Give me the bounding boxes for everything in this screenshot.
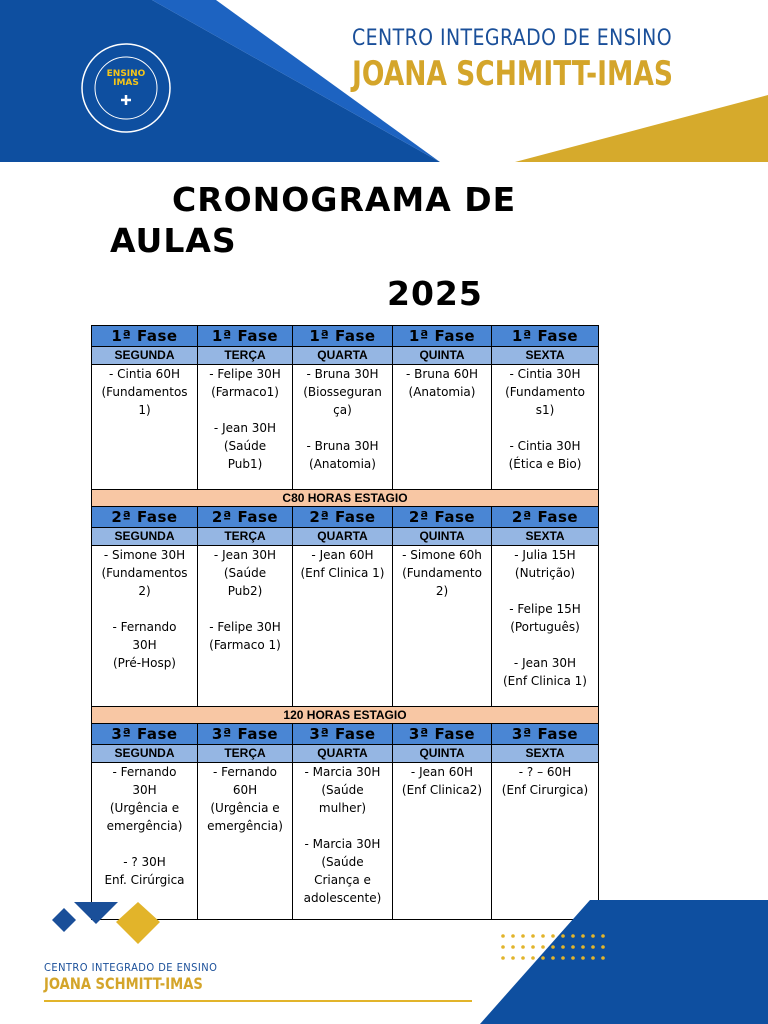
class-cell-line: (Enf Cirurgica) [501,783,589,797]
class-cell-line: - Jean 60H [311,548,374,562]
class-cell-line: (Biosseguran [303,385,382,399]
seal-logo-text: ENSINO IMAS [106,69,146,88]
phase-label: 1ª Fase [492,326,599,347]
class-cell-line: s1) [535,403,555,417]
class-cell-line: - Fernando [212,765,278,779]
class-cell [92,546,198,707]
internship-hours-row [92,490,599,507]
day-label: QUINTA [393,745,492,763]
footer-brand-line1: CENTRO INTEGRADO DE ENSINO [44,961,218,974]
class-cell [293,365,393,490]
class-cell-line [198,600,292,618]
class-cell-line: Pub2) [227,584,263,598]
class-row [92,546,599,707]
phase-header-row [92,326,599,347]
class-cell [492,546,599,707]
phase-label: 1ª Fase [293,326,393,347]
class-cell-line: (Saúde [321,855,364,869]
phase-label: 2ª Fase [393,507,492,528]
phase-label: 1ª Fase [92,326,198,347]
class-cell-line: - ? – 60H [518,765,572,779]
day-label: TERÇA [198,347,293,365]
day-label: SEGUNDA [92,347,198,365]
class-cell-line: emergência) [106,819,183,833]
class-cell-line: 30H [132,783,157,797]
class-cell [198,365,293,490]
phase-label: 2ª Fase [92,507,198,528]
class-cell-line: - Simone 60h [402,548,482,562]
class-cell-line: (Saúde [223,439,267,453]
class-cell-line [293,817,392,835]
class-cell-line: (Anatomia) [408,385,476,399]
class-cell-line [92,600,197,618]
class-cell-line: (Saúde [223,566,267,580]
class-cell-line [492,419,598,437]
class-cell-line: mulher) [318,801,367,815]
class-cell-line: - Felipe 15H [509,602,581,616]
class-cell-line: - ? 30H [123,855,166,869]
class-cell-line: (Farmaco1) [211,385,279,399]
class-cell-line: - Julia 15H [514,548,576,562]
class-cell [92,365,198,490]
day-label: TERÇA [198,528,293,546]
class-cell-line: - Marcia 30H [304,837,381,851]
class-cell [393,365,492,490]
class-cell-line: - Fernando [112,765,177,779]
day-label: SEXTA [492,347,599,365]
class-cell-line: - Cintia 60H [109,367,180,381]
phase-label: 3ª Fase [293,724,393,745]
class-cell-line: (Fundamento [402,566,482,580]
page-title-year: 2025 [387,274,483,313]
brand-name-line1: CENTRO INTEGRADO DE ENSINO [352,26,673,51]
class-cell-line [198,401,292,419]
class-cell-line: 2) [138,584,151,598]
class-cell-line: (Urgência e [109,801,180,815]
class-cell-line: - Jean 30H [213,548,277,562]
phase-label: 3ª Fase [92,724,198,745]
class-cell [492,365,599,490]
day-label: SEXTA [492,745,599,763]
internship-hours-label: 120 HORAS ESTAGIO [92,707,599,724]
class-cell-line: - Cintia 30H [509,367,581,381]
class-cell-line: - Bruna 60H [406,367,478,381]
day-header-row [92,347,599,365]
class-cell-line: - Jean 60H [410,765,474,779]
class-cell-line: (Fundamento [505,385,585,399]
class-cell-line: (Saúde [321,783,364,797]
day-label: TERÇA [198,745,293,763]
class-cell-line: (Farmaco 1) [209,638,281,652]
brand-name-line2: JOANA SCHMITT-IMAS [352,54,673,94]
phase-label: 2ª Fase [198,507,293,528]
class-cell-line: (Português) [510,620,580,634]
phase-label: 3ª Fase [492,724,599,745]
phase-label: 2ª Fase [492,507,599,528]
class-cell [393,546,492,707]
day-label: QUINTA [393,347,492,365]
class-cell-line: adolescente) [303,891,382,905]
day-label: QUINTA [393,528,492,546]
class-cell-line: - Jean 30H [213,421,277,435]
phase-label: 3ª Fase [198,724,293,745]
day-label: SEGUNDA [92,528,198,546]
phase-label: 2ª Fase [293,507,393,528]
class-cell-line: ça) [333,403,352,417]
day-label: QUARTA [293,745,393,763]
class-cell-line: (Anatomia) [309,457,376,471]
class-cell-line: - Bruna 30H [306,439,379,453]
page-title-line1: CRONOGRAMA DE [172,180,517,219]
class-cell-line: (Fundamentos [101,385,188,399]
class-cell-line [92,835,197,853]
phase-label: 1ª Fase [393,326,492,347]
phase-header-row [92,724,599,745]
phase-label: 3ª Fase [393,724,492,745]
day-header-row [92,528,599,546]
class-cell-line: - Bruna 30H [306,367,379,381]
day-label: QUARTA [293,347,393,365]
class-cell-line: - Cintia 30H [509,439,581,453]
class-cell [293,546,393,707]
day-label: SEXTA [492,528,599,546]
class-cell-line: - Fernando [112,620,177,634]
class-cell-line: 1) [138,403,151,417]
class-cell-line [492,582,598,600]
class-cell-line: - Felipe 30H [209,620,281,634]
internship-hours-row [92,707,599,724]
class-cell-line: - Simone 30H [103,548,186,562]
class-cell-line: (Fundamentos [101,566,188,580]
class-cell-line: (Urgência e [210,801,280,815]
class-cell [198,546,293,707]
class-cell-line [293,419,392,437]
class-cell-line: Enf. Cirúrgica [104,873,185,887]
internship-hours-label: C80 HORAS ESTAGIO [92,490,599,507]
class-cell-line: (Enf Clinica 1) [503,674,587,688]
class-cell-line: - Jean 30H [513,656,577,670]
day-header-row [92,745,599,763]
class-cell-line: (Nutrição) [514,566,576,580]
class-cell-line: 2) [435,584,449,598]
class-cell-line: - Felipe 30H [209,367,281,381]
footer-decoration [0,890,768,1024]
phase-label: 1ª Fase [198,326,293,347]
class-cell-line: 30H [132,638,157,652]
phase-header-row [92,507,599,528]
class-cell-line: Pub1) [227,457,263,471]
class-row [92,365,599,490]
class-cell-line: (Enf Clinica 1) [300,566,385,580]
day-label: SEGUNDA [92,745,198,763]
class-cell-line: emergência) [207,819,283,833]
class-cell-line: (Enf Clinica2) [401,783,483,797]
class-cell-line: 60H [232,783,258,797]
class-cell-line [492,636,598,654]
class-cell-line: Criança e [314,873,371,887]
footer-brand-line2: JOANA SCHMITT-IMAS [44,974,203,993]
class-cell-line: (Ética e Bio) [508,457,582,471]
day-label: QUARTA [293,528,393,546]
class-cell-line: - Marcia 30H [304,765,381,779]
schedule-table [91,325,599,920]
class-cell-line: (Pré-Hosp) [112,656,176,670]
page-title-line2: AULAS [110,221,237,260]
